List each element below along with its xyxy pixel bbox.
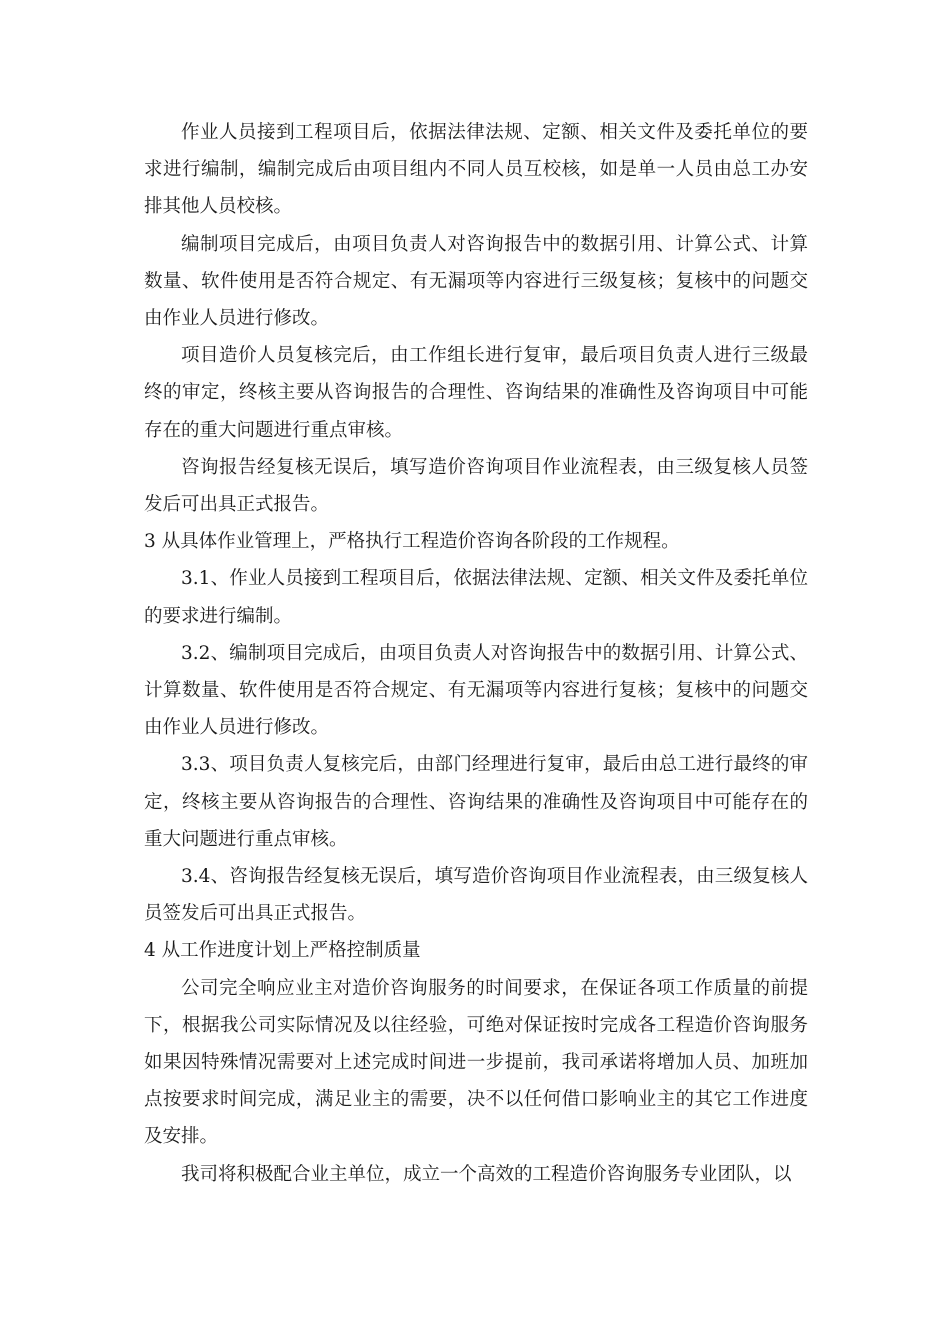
paragraph-3-2: 3.2、编制项目完成后，由项目负责人对咨询报告中的数据引用、计算公式、计算数量、软件使用是否符合规定、有无漏项等内容进行复核；复核中的问题交由作业人员进行修改。 <box>144 642 808 739</box>
paragraph-formal-report: 咨询报告经复核无误后，填写造价咨询项目作业流程表，由三级复核人员签发后可出具正式报告。 <box>144 456 808 516</box>
paragraph-three-level-review: 编制项目完成后，由项目负责人对咨询报告中的数据引用、计算公式、计算数量、软件使用是否符合规定、有无漏项等内容进行三级复核；复核中的问题交由作业人员进行修改。 <box>144 233 808 330</box>
section-heading-4: 4 从工作进度计划上严格控制质量 <box>144 940 421 962</box>
paragraph-schedule-commitment: 公司完全响应业主对造价咨询服务的时间要求，在保证各项工作质量的前提下，根据我公司实际情况及以往经验，可绝对保证按时完成各工程造价咨询服务如果因特殊情况需要对上述完成时间进一步提前，我司承诺将增加人员、加班加点按要求时间完成，满足业主的需要，决不以任何借口影响业主的其它工作进度及安排。 <box>144 977 808 1148</box>
paragraph-final-approval: 项目造价人员复核完后，由工作组长进行复审，最后项目负责人进行三级最终的审定，终核主要从咨询报告的合理性、咨询结果的准确性及咨询项目中可能存在的重大问题进行重点审核。 <box>144 345 808 441</box>
paragraph-3-3: 3.3、项目负责人复核完后，由部门经理进行复审，最后由总工进行最终的审定，终核主要从咨询报告的合理性、咨询结果的准确性及咨询项目中可能存在的重大问题进行重点审核。 <box>144 754 808 850</box>
paragraph-team-cooperation: 我司将积极配合业主单位，成立一个高效的工程造价咨询服务专业团队，以 <box>181 1163 792 1185</box>
paragraph-3-1: 3.1、作业人员接到工程项目后，依据法律法规、定额、相关文件及委托单位的要求进行编制。 <box>144 568 808 627</box>
document-body <box>144 114 808 1193</box>
section-heading-3: 3 从具体作业管理上，严格执行工程造价咨询各阶段的工作规程。 <box>144 531 680 553</box>
paragraph-compile-and-check: 作业人员接到工程项目后，依据法律法规、定额、相关文件及委托单位的要求进行编制，编制完成后由项目组内不同人员互校核，如是单一人员由总工办安排其他人员校核。 <box>144 122 808 218</box>
paragraph-3-4: 3.4、咨询报告经复核无误后，填写造价咨询项目作业流程表，由三级复核人员签发后可出具正式报告。 <box>144 866 808 925</box>
